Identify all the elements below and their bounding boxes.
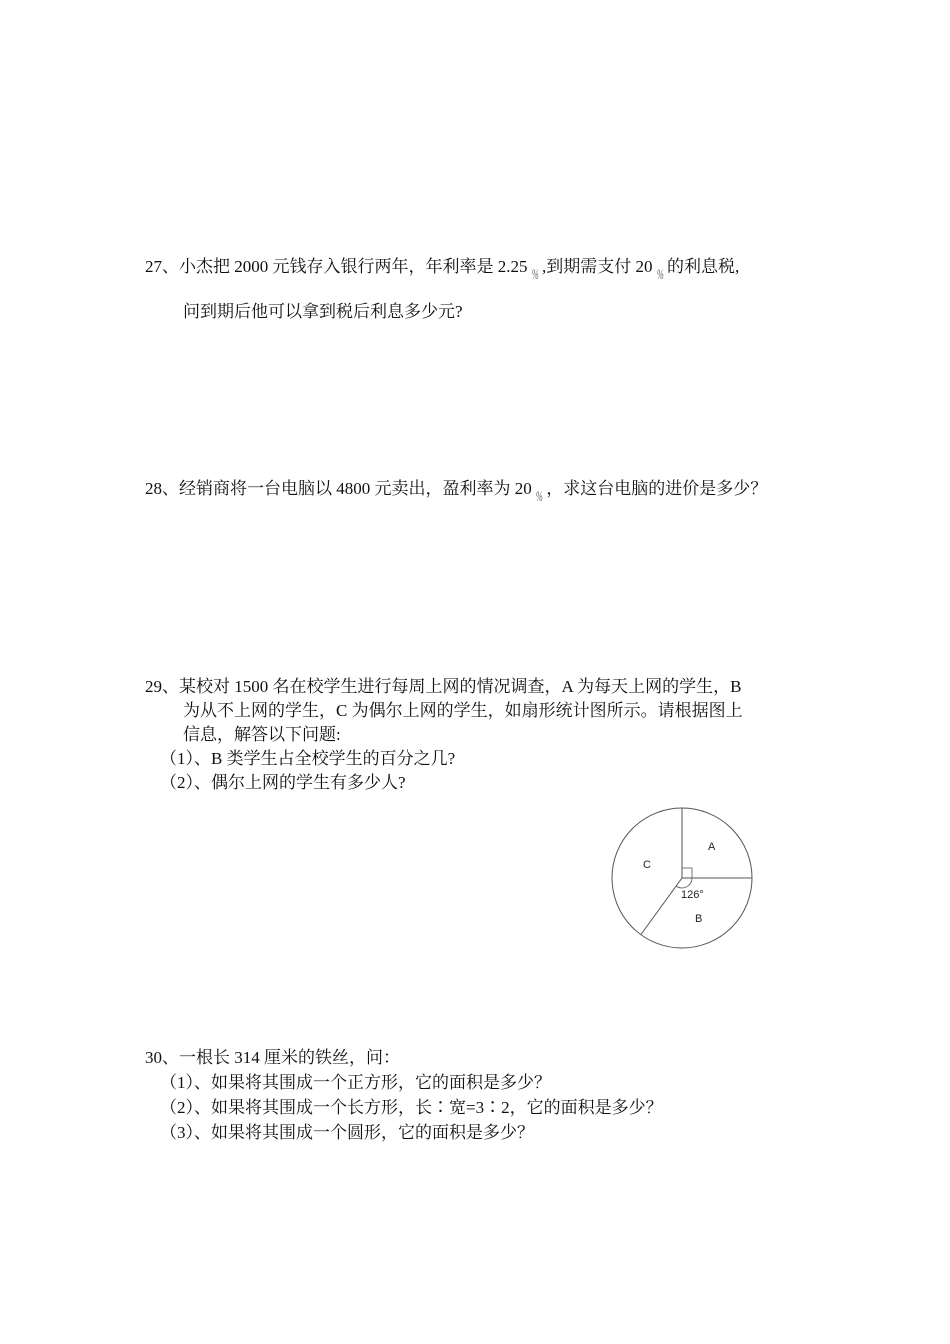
q30-sub3: （3）、如果将其围成一个圆形，它的面积是多少？ [160,1123,534,1142]
q27-text-part2: ,到期需支付 20 [542,257,653,276]
q30-sub1: （1）、如果将其围成一个正方形，它的面积是多少？ [160,1073,551,1092]
q30-sub2: （2）、如果将其围成一个长方形，长∶宽=3∶2，它的面积是多少？ [160,1098,663,1117]
q29-sub2: （2）、偶尔上网的学生有多少人? [160,773,406,792]
q28-text-part2: ，求这台电脑的进价是多少？ [546,479,768,498]
q27-line1 [145,256,740,283]
angle-label: 126° [681,889,704,901]
q28-text-part1: 28、经销商将一台电脑以 4800 元卖出，盈利率为 20 [145,479,532,498]
slice-label-a: A [708,841,716,853]
q27-text-part3: 的利息税, [667,257,740,276]
q27-line2: 问到期后他可以拿到税后利息多少元? [183,302,463,321]
percent-sign: % [531,267,539,283]
right-angle-marker [682,868,692,878]
boundary-b-c [641,878,682,935]
percent-sign: % [656,267,664,283]
q30-line1: 30、一根长 314 厘米的铁丝，问： [145,1048,400,1067]
q29-line1: 29、某校对 1500 名在校学生进行每周上网的情况调查，A 为每天上网的学生，B [145,677,742,696]
q28-line1 [145,478,768,505]
percent-sign: % [535,489,543,505]
q29-sub1: （1）、B 类学生占全校学生的百分之几? [160,749,456,768]
q27-text-part1: 27、小杰把 2000 元钱存入银行两年，年利率是 2.25 [145,257,528,276]
pie-chart [603,799,763,959]
slice-label-b: B [695,913,703,925]
q29-line3: 信息，解答以下问题: [183,725,341,744]
slice-label-c: C [643,859,651,871]
q29-line2: 为从不上网的学生，C 为偶尔上网的学生，如扇形统计图所示。请根据图上 [183,701,743,720]
